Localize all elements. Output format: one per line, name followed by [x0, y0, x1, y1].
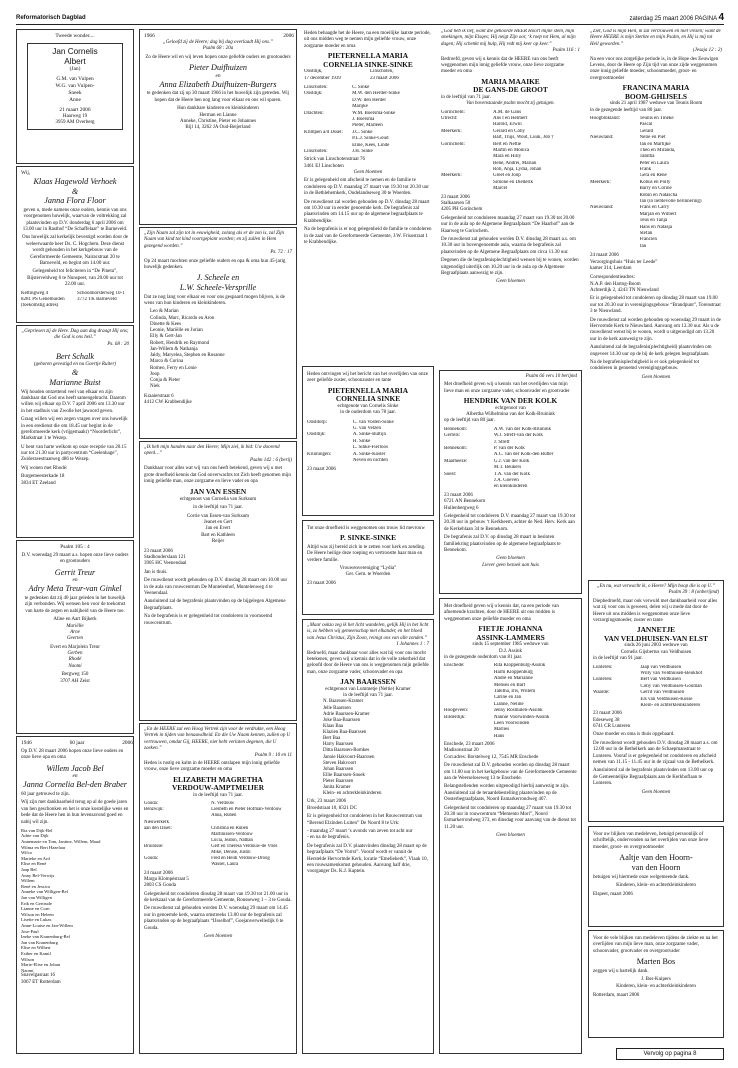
deceased-name: FIETJE JOHANNA [478, 624, 543, 634]
row-names: Martin en Monica [493, 147, 530, 153]
list-item: Anneke van Willigen-Bel [21, 889, 68, 895]
row-names: Greet en Joop [493, 173, 521, 179]
deceased-name: Marten Bos [636, 957, 676, 967]
birth-date: 21 maart 2006 [59, 106, 91, 113]
wedding-announcement-verhoek: Wij, Klaas Hagewold Verhoek & Janna Flora Floor geven u, mede namens onze ouders, kennis van ons voorgenomen huwelijk, waarvan de voltrekking zal plaatsvinden op D.V. donderdag 6 april 2006 om 13.00 uur in Rasthof “De Schaffelaar” te Barneveld. Ons huwelijk zal kerkelijk bevestigd worden door de weleerwaarde heer Ds. C. Hogchem. Deze dienst wordt gehouden in het kerkgebouw van de Gereformeerde Gemeente, Nairacstraat 20 te Barneveld, en begint om 14.00 uur. Gelegenheid tot feliciteren in “De Pinetа”, Bijsterveldweg 6 te Nunspeet, van 20.00 uur tot 22.00 uur. Kettingweg 4 Schoonhorsterweg 10-1 8281 PS Genemuiden 3772 TK Barneveld (toekomstig adres) [16, 166, 134, 323]
row-names: H. Sinke [352, 438, 371, 444]
row-names: Coby van Veldhuisen-Gouman [640, 683, 702, 689]
row-names: Fred en Heidi Verdouw-Droog [211, 856, 270, 862]
family-table [444, 427, 577, 491]
list-item: Jan van Willigen [21, 895, 52, 901]
row-names: Lianne, Neline [493, 701, 524, 707]
row-place: Oostdijk: [307, 432, 326, 438]
list-item: Elise en René [21, 861, 47, 867]
list-item: Annemarie en Tom, Jantine, Willem, Maud [21, 839, 101, 845]
thanks-bos: Voor de vele blijken van medeleven tijdens de ziekte en na het overlijden van mijn lieve man, onze zorgzame vader, schoonvader, grootvader en overgrootvader Marten Bos zeggen wij u hartelijk dank. J. Bos-Kuipers Kinderen, klein- en achterkleinkinderen Rotterdam, maart 2006 [588, 930, 724, 1038]
obituary-van-veldhuisen: „En nu, wat verwacht ik, o Heere? Mijn hoop die is op U.” Psalm 39 : 8 (onberijmd) Diepbedroefd, maar ook verwuld met dankbaarheid voor alles wat zij voor ons is geweest, delen wij u mede dat door de Heere uit ons midden is weggenomen onze lieve verzorgingsmoeder, zuster en tante JANNETJE VAN VELDHUISEN-VAN ELST sinds 26 juni 2003 weduwe van Cornelis Gijsbertus van Veldhuisen in de leeftijd van 91 jaar. Lunteren: Jaap van Veldhuisen Willy van Veldhuisen-Beukhof Lunteren: Bert van Veldhuisen Coby van Veldhuisen-Gouman Waarde: Gerrit van Veldhuisen Els van Veldhuisen-Kosse Klein- en achterkleinkinderen 23 maart 2006 Edeseweg 38 6741 CR Lunteren Onze moeder en oma is thuis opgebaard. De rouwdienst wordt gehouden D.V. dinsdag 28 maart a.s. om 12.00 uur in de Bethelkerk aan de Schaepmanstraat te Lunteren. Vooraf is er gelegenheid tot condoleren en afscheid nemen van 11.15 - 11.45 uur in de zijzaal van de Bethelkerk. Aansluitend zal de begrafenis plaatsvinden om 13.00 uur op de Gemeentelijke Begraafplaats aan de Kerkhoflaan te Lunteren. Geen bloemen [588, 580, 724, 822]
row-names: G.J. van der Kolk [493, 458, 530, 464]
page-header [16, 14, 724, 25]
row-place: Gouda: [144, 856, 159, 862]
row-names: L. Sinke-Fierloos [352, 445, 388, 451]
page-number: 4 [718, 12, 724, 23]
wife-name: Janna Cornelia Bel-den Braber [23, 780, 127, 790]
list-item: Conja & Pieter [150, 378, 180, 384]
anniversary-treur: Psalm 105 : 4 D.V. woensdag 29 maart a.s. hopen onze lieve ouders en grootouders Gerrit Treur en Adry Meta Treur-van Ginkel te gedenken dat zij 40 jaar geleden in het huwelijk zijn verbonden. Wij wensen hen voor de toekomst van harte de zegen en nabijheid van de Heere toe. Aline en Aart Bijkerk Mariëlle Arne Geerten Evert en Marjolein Treur Gerben Rhodé Naomi Bergweg 150 3707 AH Zeist [16, 540, 134, 734]
family-table [144, 801, 292, 868]
obituary-verdouw: „En de HEERE zal een Hoog Vertrek zijn voor de verdrukte, een Hoog Vertrek in tijden van benauwdheid. En die Uw Naam kennen, zullen op U vertrouwen, omdat Gij, HEERE, niet hebt verlaten degenen, die U zoeken.” Psalm 9 : 10 en 11 Heden is rustig en kalm in de HEERE ontslapen mijn innig geliefde vrouw, onze lieve zorgzame moeder en oma ELIZABETH MAGRETHA VERDOUW-AMPTMEIJER in de leeftijd van 71 jaar. Gouda: N. Verdouw Benzwijk: Liesbeth en Pieter Hofman-Verdouw Anna, Ruben Nieuwerkerk aan den IJssel: Christina en Ruben Martinissen-Verdouw Lucia, Jeaton, Nathan Bruinisse: Gert en Theresa Verdouw-de Vries Mike, Denise, Justin Gouda: Fred en Heidi Verdouw-Droog Wassel, Laura 24 maart 2006 Marga Klompéstraat 5 2803 CS Gouda Gelegenheid tot condoleren dinsdag 28 maart van 19.30 tot 21.00 uur in de kerkzaal van de Gereformeerde Gemeente, Ronsseweg 1 – 3 te Gouda. De rouwdienst zal gehouden worden D.V. woensdag 29 maart om 14.45 uur in genoemde kerk, waarna omstreeks 13.00 uur de begrafenis zal plaatsvinden op de begraafplaats “IJsselhof”, Goejanverwelledijk 6 te Gouda. Geen bloemen [139, 723, 297, 1054]
child-name: Jan Cornelis [52, 46, 98, 56]
husband-name: J. Scheele en [196, 273, 240, 283]
row-place: Maarheeze: [444, 458, 468, 464]
row-names: Gerrit van Veldhuisen [640, 690, 685, 696]
row-names: Harold, Erwin [493, 122, 522, 128]
row-names: Rob, Anja, Lydia, Johan [493, 167, 542, 173]
list-item: Janita Kramer [323, 785, 351, 791]
row-names: A.M. de Gans [493, 109, 522, 115]
list-item: Lisette en Lukas [21, 917, 52, 923]
list-item: N. Baarssen-Kramer [323, 699, 364, 705]
row-names: A. Sinke-Bultijn [352, 432, 386, 438]
list-item: Niek [150, 384, 160, 390]
anniversary-scheele: „Zijn Naam zal zijn tot in eeuwigheid, zolang als er de zon is, zal Zijn Naam van kind tot kind voortgeplant worden; en zij zullen in Hem gezegend worden.” Ps. 72 : 17 Op 24 maart mochten onze geliefde ouders en opa & oma hun 45-jarig huwelijk gedenken. J. Scheele en L.W. Scheele-Versprille Dat ze nog lang voor elkaar en voor ons gespaard mogen blijven, is de wens van hun kinderen en kleinkinderen. Leo & Marian Colinda, Marc, Ricardo en Aron Dinette & Kees Leonie, Mariëlle en Jurian Elly & Gert-Jan Robert, Hendrik en Raymond Jan-Willem & Natkanja Jaldy, Maryelea, Stephen en Rosanne Marco & Corina Romeo, Ferry en Lonie Joop Conja & Pieter Niek Kraaierstraat 6 4412 CW Krabbendijke [139, 227, 297, 439]
obituary-de-gans: „God heb ik lief, want die gehoorde HEER Hoort mijne stem, mijn smekingen, mijn Elsqes; Hij neigt Zijn oor, ‘k roep tot Hem, al mijn dagen; Hij schenkt mij hulp, Hij redt mij keer op keer.” Psalm 116 : 1 Bedroefd, geven wij u kennis dat de HEERE van ons heeft weggenomen mijn innig geliefde vrouw, onze lieve zorgzame moeder en oma MARIA MAAIKE DE GANS-DE GROOT in de leeftijd van 71 jaar. Van bovenstaande psalm mocht zij getuigen. Gorinchem: A.M. de Gans Utrecht: Ans t en Helmert Harold, Erwin Meerkerk: Gerard en Coby Bart, Thijs, Wout, Luuk, Job † Gorinchem: Bert en Nettie Martin en Monica Mara en Hilly René, Andrei, Marian Rob, Anja, Lydia, Johan Meerkerk: Greet en Joop Simone en Diederik Marcel 23 maart 2006 Stalkaarsen 50 4205 PH Gorinchem Gelegenheid tot condoleren maandag 27 maart van 19.30 tot 20.00 uur in de aula op de Algemene Begraafplaats “De Haarhof” aan de Haarweg te Gorinchem. De rouwdienst zal gehouden worden D.V. dinsdag 28 maart a.s. om 10.30 uur in bovengenoemde aula, waarna de begrafenis zal plaatsvinden op de Algemene Begraafplaats om circa 11.30 uur. Degenen die de begrafenisplechtigheid wensen bij te wonen, worden uitgenodigd uiterlijk om 10.20 uur in de aula op de Algemene Begraafplaats aanwezig te zijn. Geen bloemen [441, 29, 580, 285]
row-place [593, 703, 638, 709]
row-names: Jan en Martijke [639, 141, 671, 147]
row-names: Bert en Nettie [493, 141, 522, 147]
obituary-van-essen: „Ik heb mijn handen naar den Heere; Mijn ziel, ik bid: Uw doorend openl…” Psalm 142 : 6 (berij) Dankbaar voor alles wat wij van ons heeft betekend, geven wij u met grote droefheid kennis dat God onverwachts tot Zich heeft genomen mijn innig geliefde man, onze zorgzame en lieve vader en opa JAN VAN ESSEN echtgenoot van Cornelia van Surksum in de leeftijd van 71 jaar. Corrie van Essen-van Surksum Jeanet en Gert Jan en Evert Bart en Kathleen Reijer 23 maart 2006 Stadhouderslaan 121 3905 HC Veenendaal Jan is thuis. De rouwdienst wordt gehouden op D.V. dinsdag 28 maart om 10.00 uur in de aula van rouwcentrum De Muntelenhof, Muntelenweg 4 te Veenendaal. Aansluitend zal de begrafenis plaatsvinden op de bijgelegen Algemene Begraafplaats. Na de begrafenis is er gelegenheid tot condoleren in voornoemd rouwcentrum. [139, 441, 297, 721]
row-names: Wassel, Laura [211, 862, 239, 868]
row-names: Tabitha, Iris, Willem [493, 688, 536, 694]
row-names: P. van der Kolk [493, 446, 525, 452]
obituary-boom: „Ziet, God is mijn Heil, ik zal vertrouwen en niet vrezen; want de Heere HEERE is mijn Sterkte en mijn Psalm, en Hij is mij tot Heil geworden.” (Jesaja 12 : 2) Na een voor ons zorgelijke periode is, in de Hope des Eeuwigen Levens, door de Heere op Zijn tijd van onze zijde weggenomen onze innig geliefde moeder, schoonmoeder, groot- en overgrootmoeder FRANCINA MARIA BOOM-GHIJSELS sinds 21 april 1987 weduwe van Teunis Boom in de gezegende leeftijd van 80 jaar. Hoogblokland: Teunis en Tineke Pascal Gerald Nieuwland: Nelie en Piet Jan en Martijke Theo en Miranda, Tabitha Peter en Laura Frank Gera en René Meerkerk: Kobus en Polly Barry en Corine Robin en Natascha Jan (in liefdevolle herinnering) Nieuwland: Frans en Carry Marjan en Wilbert Teus en Tanja Hans en Natasja Stefan Francien Jan 24 maart 2006 Verzorgingshuis “Huis ter Leede” kamer 314, Leerdam Correspondentieadres: N.A.P. den Hartog-Boom Achterdijk 2, 4243 TN Nieuwland Er is gelegenheid tot condoleren op dinsdag 28 maart van 19.00 uur tot 20.30 uur in verenigingsgebouw “Brandpunt”, Torenstraat 3 te Nieuwland. De rouwdienst zal worden gehouden op woensdag 29 maart in de Hervormde Kerk te Nieuwland. Aanvang om 13.30 uur. Als u de rouwdienst wenst bij te wonen, wordt u uitgenodigd om 13.20 uur in de kerk aanwezig te zijn. Aansluitend zal de begrafenis(plechtigheid) plaatsvinden om ongeveer 14.30 uur op de bij de kerk gelegen begraafplaats. Na de begrafenisplechtigheid is er ook gelegenheid tot condoleren in genoemd verenigingsgebouw. Geen bloemen [590, 29, 722, 380]
list-item: Klein- en achterkleinkinderen [323, 791, 382, 797]
row-names: Simone en Diederik [493, 179, 534, 185]
row-names: Carine en Jan [493, 695, 522, 701]
row-place: Meerkerk: [590, 179, 611, 185]
row-place: Nieuwland: [590, 205, 614, 211]
husband-name: Willem Jacob Bel [46, 763, 104, 773]
list-item: Adrie van Dijk [21, 833, 49, 839]
list-item: Klaas Baa [323, 723, 343, 729]
family-table [307, 420, 429, 465]
family-list [21, 828, 129, 973]
column-4 [439, 29, 582, 1054]
wife-name: Anna Elizabeth Duifhuizen-Burgers [159, 79, 277, 89]
list-item: Anne-Louise en Jan-Willem [21, 922, 73, 928]
row-place: Lunteren: [593, 664, 613, 670]
row-names: Gerard en Coby [493, 128, 525, 134]
row-names: Frank [639, 167, 652, 173]
row-names: N. Verdouw [211, 801, 235, 807]
row-names: Marcel [493, 186, 508, 192]
row-names: Pascal [639, 122, 653, 128]
thanks-van-den-hoorn: Voor uw blijken van medeleven, betuigd persoonlijk of schriftelijk, ondervonden na het overlijden van onze lieve moeder, groot- en overgrootmoeder Aaltje van den Hoorn- van den Hoorn betuigen wij hiermede onze welgemeende dank. Kinderen, klein- en achterkleinkinderen Elspeet, maart 2006 [588, 826, 724, 927]
row-place: Krimpen a/d IJssel: [304, 129, 343, 135]
list-item: Lianne en Corn [21, 906, 50, 912]
birth-announcement [16, 29, 134, 164]
row-place [444, 734, 492, 740]
address: Haarweg 19 3959 AM Overberg [55, 113, 95, 126]
row-place: Hoogblokland: [590, 115, 620, 121]
page-date: zaterdag 25 maart 2006 PAGINA 4 [629, 12, 724, 23]
row-place: Oostdijk: [304, 91, 323, 97]
list-item: Elise en Wilbert [21, 945, 51, 951]
list-item: Elly & Gert-Jan [150, 334, 182, 340]
family-table [444, 663, 577, 740]
row-names: Pieter, Marleen [352, 123, 383, 129]
row-names: en kleinkinderen [493, 484, 528, 490]
row-names: J.H. Sinke [352, 148, 373, 154]
row-names: C. Sinke [352, 84, 370, 90]
row-names: Christina en Ruben [211, 825, 249, 831]
row-place: Utrecht: [441, 115, 458, 121]
list-item: Romeo, Ferry en Lonie [150, 365, 197, 371]
row-names: P.L.J. Sinke-Goud [352, 136, 389, 142]
list-item: Jan-Willem & Natkanja [150, 346, 198, 352]
row-names: Mensés en Bart [493, 682, 525, 688]
list-item: Harry Baarssen [323, 742, 354, 748]
row-names: Gert en Theresa Verdouw-de Vries [211, 844, 278, 850]
deceased-name: ELIZABETH MAGRETHA [173, 774, 263, 784]
husband-name: Pieter Duifhuizen [189, 63, 247, 73]
wife-name: Adry Meta Treur-van Ginkel [28, 584, 122, 594]
obituary-van-der-kolk: Psalm 66 vers 10 berijmd Met droefheid geven wij u kennis van het overlijden van mijn lieve man en onze zorgzame vader, schoonvader en grootvader HENDRIK VAN DER KOLK echtgenoot van Albertha Wilhelmina van der Kolk-Bruinink op de leeftijd van 80 jaar. Bennekom: A.W. van der Kolk-Bruinink Gerrels: W.J. Streff-van der Kolk J. Streff Bennekom: P. van der Kolk A.C. van der Kolk-den Butter Maarheeze: G.J. van der Kolk M.T. Beukers Soest: T.A. van der Kolk J.A. Goeven en kleinkinderen 23 maart 2006 6721 AN Bennekom Hullenbergweg 6 Gelegenheid tot condoleren D.V. maandag 27 maart van 19.30 tot 20.30 uur in gebouw ‘t Kerkheem, achter de Ned. Herv. Kerk aan de Kerkehlaan 34 te Bennekom. De begrafenis zal D.V. op dinsdag 28 maart in besloten familiekring plaatsvinden op de algemene begraafplaats te Bennekom. Geen bloemen Liever geen bezoek aan huis [439, 370, 582, 594]
list-item: Robert, Hendrik en Raymond [150, 340, 210, 346]
family-table [441, 110, 580, 193]
row-names: Els van Veldhuisen-Kosse [640, 696, 693, 702]
row-names: Bart, Thijs, Wout, Luuk, Job † [493, 135, 554, 141]
row-names: M.W. den Herder-Sinke [352, 91, 400, 97]
wife-name: L.W. Scheele-Versprille [179, 283, 257, 293]
row-names: D.W. den Herder [352, 97, 387, 103]
row-names: Gera en René [639, 173, 667, 179]
row-place [441, 186, 491, 192]
list-item: Jelle Baarssen [323, 705, 351, 711]
family-table [590, 116, 722, 250]
row-names: Hans [493, 733, 505, 739]
parents: G.M. van Vulpen W.G. van Vulpen- Sneek Anne [55, 76, 95, 103]
newspaper-name: Reformatorisch Dagblad [16, 15, 86, 21]
list-item: Leo & Marian [150, 309, 179, 315]
row-names: Martinissen-Verdouw [211, 831, 253, 837]
groom-name: Bert Schalk [56, 352, 94, 362]
row-place: Drachten: [304, 110, 324, 116]
row-names: Stefan [639, 230, 653, 236]
row-names: Theo en Miranda, [639, 147, 676, 153]
announcement-heading: Tweede wonder.... [55, 33, 95, 39]
row-names: Tabitha [639, 154, 655, 160]
list-item: Wilson en Heleen [21, 911, 54, 917]
row-place [590, 244, 638, 250]
row-place: Gorinchem: [441, 141, 465, 147]
list-item: Erik en Gertrude [21, 900, 52, 906]
row-names: Klein- en achterkleinkinderen [640, 702, 701, 708]
row-place: Bennekom: [444, 446, 468, 452]
list-item: Colinda, Marc, Ricardo en Aron [150, 315, 215, 321]
row-place: Waarde: [593, 690, 610, 696]
list-item: Johan Baarssen [323, 766, 354, 772]
deceased-name: HENDRIK VAN DER KOLK [463, 396, 558, 406]
row-names: M.T. Beukers [493, 465, 522, 471]
list-item: Dinette & Kees [150, 321, 182, 327]
row-place: Bennekom: [444, 426, 468, 432]
list-item: Marieke en Ard [21, 855, 50, 861]
groom-name: Klaas Hagewold Verhoek [33, 176, 117, 186]
row-names: W.M. Boersma-Sinke [352, 110, 396, 116]
deceased-name: JANNETJE [636, 625, 676, 635]
list-item: Klazien Baa-Baarssen [323, 730, 367, 736]
column-2 [139, 29, 297, 1054]
family-table [593, 665, 719, 710]
row-place: Gouda: [144, 801, 159, 807]
row-names: Marlies [493, 727, 510, 733]
row-place: Enschede: [444, 663, 465, 669]
column-5 [588, 29, 724, 1054]
row-names: Marjan en Wilbert [639, 211, 677, 217]
row-names: Jenny Rosmulen-Assink [493, 708, 543, 714]
list-item: Jaldy, Maryelea, Stephen en Rosanne [150, 353, 225, 359]
row-names: Teus en Tanja [639, 218, 668, 224]
row-names: Rita Kloppenburg-Assink [493, 663, 546, 669]
row-names: A.W. van der Kolk-Bruinink [493, 426, 552, 432]
row-names: Anna, Ruben [211, 813, 237, 819]
row-names: Nelie en Piet [639, 135, 666, 141]
column-1 [16, 29, 134, 1054]
row-names: Francien [639, 237, 658, 243]
list-item: René en Jessica [21, 883, 50, 889]
list-item: Marco & Corina [150, 359, 184, 365]
family-list: Corrie van Essen-van Surksum Jeanet en Gert Jan en Evert Bart en Kathleen Reijer [186, 513, 250, 545]
row-names: Teunis en Tineke [639, 115, 674, 121]
row-place: Bilderdijk: [444, 714, 466, 720]
list-item: Esther en Kamil [21, 950, 51, 956]
row-names: G. van Velzen [352, 425, 381, 431]
row-names: Jaap van Veldhuisen [640, 664, 682, 670]
row-names: Jan (in liefdevolle herinnering) [639, 199, 702, 205]
row-names: J.A. Goeven [493, 477, 519, 483]
row-names: Marijke [352, 104, 368, 110]
list-item: Marie-Elise en Johan [21, 962, 61, 968]
wedding-announcement-schalk: „Gepriesen zij de Here. Dag aan dag draagt Hij ons; die God is ons heil.” Ps. 68 : 20 Bert Schalk (geboren gevestigd en nu Goertje Ruiter) & Marianne Buist Wij houden ontzettend veel van elkaar en zijn dankbaar dat God ons heeft samengebracht. Daarom willen wij elkaar op D.V. 7 april 2006 om 13.30 uur in het stadhuis van Zwolle het jawoord geven. Graag willen wij een zegen vragen over ons huwelijk in een eredienst die om 18.45 uur begint in de gereformeerde kerk (vrijgemaakt) “Noorderlicht”, Markstraat 1 te Wezep. U bent van harte welkom op onze receptie van 20.15 uur tot 21.30 uur in partycentrum “Ceelenhage”, Zuiderzeestraatweg 486 te Wezep. Wij wonen met Rhodé: Burgemeesterkade 18 3834 ET Zeeland [16, 325, 134, 538]
row-names: J. Boersma [352, 116, 375, 122]
row-names: C. van Vosten-Sinke [352, 419, 394, 425]
list-item: Bert Baa [323, 736, 341, 742]
row-place: Meerkerk: [441, 128, 462, 134]
row-names: Peter en Laura [639, 160, 669, 166]
child-nickname: (Jan) [69, 66, 81, 73]
row-place [144, 862, 209, 868]
column-3 [302, 29, 434, 1054]
list-item: Jaap Bel [21, 867, 37, 873]
church-notice-sinke: Tot onze droefheid is weggenomen ons trouw lid mevrouw P. SINKE-SINKE Altijd was zij bereid zich in te zetten voor kerk en zending. De Heere heilige deze roeping en vertroostte haar man en verdere familie. Vrouwenvereniging “Lydia” Ger. Gem. te Woerden 23 maart 2006 [302, 520, 434, 615]
row-place: Oostdorp: [307, 419, 327, 425]
row-names: Bert van Veldhuisen [640, 677, 681, 683]
row-names: Nannie Voorwinden-Assink [493, 714, 550, 720]
row-names: Neven en nichten [352, 457, 388, 463]
list-item: Jan van Kranenburg [21, 939, 58, 945]
list-item: Jose-Paul [21, 928, 39, 934]
list-item: Ellie Baarssen-Snoek [323, 772, 365, 778]
list-item: Wilco [21, 850, 33, 856]
row-names: Ans t en Helmert [493, 115, 528, 121]
row-names: T.A. van der Kolk [493, 471, 531, 477]
list-item: Jannie Hakvoort-Baarssen [323, 754, 375, 760]
row-place: Hoogeveen: [444, 708, 469, 714]
list-item: Joke Baa-Baarssen [323, 717, 361, 723]
row-place: Meerkerk: [441, 173, 462, 179]
obituary-baarssen: „Maar ookzo zeg ik het licht wandelen, gelijk Hij in het licht is, zo hebben wij gemeenschap met elkander, en het bloed van Jezus Christus, Zijn Zoon, reinigt ons van alle zonden.” I Johannes 1 : 7 Bedroefd, maar dankbaar voor alles wat hij voor ons mocht betekenen, geven wij u kennis dat in de volle zekerheid dat geloofd door de Heere van ons is weggenomen mijn geliefde man, onze zorgzame vader, schoonvader en opa JAN BAARSSEN echtgenoot van Lummetje (Neltie) Kramer in de leeftijd van 71 jaar. N. Baarssen-Kramer Jelle Baarssen Adrie Baarssen-Kramer Joke Baa-Baarssen Klaas Baa Klazien Baa-Baarssen Bert Baa Harry Baarssen Ditta Baarssen-Romkes Jannie Hakvoort-Baarssen Steven Hakvoort Johan Baarssen Ellie Baarssen-Snoek Pieter Baarssen Janita Kramer Klein- en achterkleinkinderen Urk, 23 maart 2006 Broedstraat 10, 8321 DC Er is gelegenheid tot condoleren in het Rouwcentrum van “Berend Elzinden Luiten” De Noord 8 te Urk: - maandag 27 maart ‘s avonds van zeven tot acht uur - en na de begrafenis. De begrafenis zal D.V. plaatsvinden dinsdag 28 maart op de begraafplaats “De Vorrst”. Vooraf wordt er vanuit de Herstelde Hervormde Kerk, locatie “Emeliekerk”, Vlaak 10, een rouwsamenkomst gehouden. Aanvang half drie, voorganger Ds. K.J. Kaptein. [302, 619, 434, 1054]
row-names: André en Marianne [493, 676, 533, 682]
row-names: René, Andrei, Marian [493, 160, 537, 166]
row-place [444, 484, 492, 490]
row-names: W.J. Streff-van der Kolk [493, 433, 543, 439]
row-place: Gorinchem: [441, 109, 465, 115]
row-place: Benzwijk: [144, 807, 164, 813]
deceased-name: Aaltje van den Hoorn- [619, 853, 693, 863]
family-list: Aline en Aart Bijkerk Mariëlle Arne Geerten Evert en Marjolein Treur Gerben Rhodé Naomi [50, 617, 100, 669]
obituary-sinke: Heden ontvingen wij het bericht van het overlijden van onze zeer geliefde zuster, schoonzuster en tante PIETERNELLA MARIA CORNELIA SINKE echtgenote van Cornelis Sinke in de ouderdom van 78 jaar. Oostdorp: C. van Vosten-Sinke G. van Velzen Oostdijk: A. Sinke-Bultijn H. Sinke L. Sinke-Fierloos Kruiningen: A. Sinke-Koster Neven en nichten 23 maart 2006 [302, 366, 434, 516]
row-names: Willy van Veldhuisen-Beukhof [640, 670, 703, 676]
row-names: J. Streff [493, 439, 510, 445]
row-names: Barry en Corine [639, 186, 672, 192]
row-place: Linschoten: [304, 84, 328, 90]
row-place: Kruiningen: [307, 451, 332, 457]
family-list [144, 309, 292, 390]
row-names: Mike, Denise, Justin [211, 850, 251, 856]
deceased-name: FRANCINA MARIA [622, 83, 690, 93]
row-place [307, 458, 351, 464]
row-place: aan den IJssel: [144, 825, 172, 831]
deceased-name: JAN BAARSSEN [340, 677, 396, 687]
row-place: Linschoten: [304, 148, 328, 154]
row-names: Liesbeth en Pieter Hofman-Verdouw [211, 807, 282, 813]
list-item: Joop [150, 371, 160, 377]
row-names: Robin en Natascha [639, 192, 678, 198]
list-item: Leonie, Mariëlle en Jurian [150, 328, 203, 334]
row-names: Mara en Hilly [493, 154, 522, 160]
row-place: Bruinisse: [144, 844, 164, 850]
obituary-assink: Met droefheid geven wij u kennis dat, na een periode van afnemende krachten, door de HEERE uit ons midden is weggenomen onze geliefde moeder en oma FIETJE JOHANNA ASSINK-LAMMERS sinds 15 september 1985 weduwe van D.J. Assink in de gezegende ouderdom van 81 jaar. Enschede: Rita Kloppenburg-Assink Harm Kloppenburg André en Marianne Mensés en Bart Tabitha, Iris, Willem Carine en Jan Lianne, Neline Hoogeveen: Jenny Rosmulen-Assink Bilderdijk: Nannie Voorwinden-Assink Leen Voorwinden Marlies Hans Enschede, 23 maart 2006 Madisonstraat 20 Corr.adres: Borstelweg 12, 7545 MR Enschede De rouwdienst zal D.V. gehouden worden op dinsdag 28 maart om 11.00 uur in het kerkgebouw van de Gereformeerde Gemeente aan de Weerseloseweg 13 te Enschede. Belangstellenden worden uitgenodigd hierbij aanwezig te zijn. Aansluitend zal de teraardebestelling plaatsvinden op de Oosterbegraafplaats, Noord Esmarkerrondweg 467. Gelegenheid tot condoleren op maandag 27 maart van 19.30 tot 20.30 uur in rouwcentrum “Memento Mori”, Noord Esmarkerrondweg 373, en dinsdag voor aanvang van de dienst tot 11.20 uur. Geen bloemen [439, 598, 582, 1054]
bride-name: Janna Flora Floor [44, 196, 106, 206]
list-item: Wilson [21, 956, 35, 962]
continued-on-page-link[interactable]: Vervolg op pagina 8 [616, 1048, 724, 1060]
family-table [304, 85, 432, 155]
list-item: Willem [21, 878, 35, 884]
row-names: Hans en Natasja [639, 224, 673, 230]
list-item: Naomi [21, 967, 34, 973]
husband-name: Gerrit Treur [54, 567, 96, 577]
row-names: A. Sinke-Koster [352, 451, 386, 457]
deceased-name: PIETERNELLA MARIA [327, 385, 409, 395]
row-names: Kobus en Polly [639, 179, 671, 185]
row-names: Jan [639, 243, 647, 249]
deceased-name: MARIA MAAIKE [481, 76, 540, 86]
deceased-name: JAN VAN ESSEN [189, 487, 247, 497]
list-item: Ria van Dijk-Bel [21, 827, 53, 833]
list-item: Ditta Baarssen-Romkes [323, 748, 370, 754]
row-place: Gerrels: [444, 433, 461, 439]
row-names: A.C. van der Kolk-den Butter [493, 452, 554, 458]
row-names: Lucia, Jeaton, Nathan [211, 837, 253, 843]
row-place: Soest: [444, 471, 457, 477]
child-name-2: Albert [64, 56, 86, 66]
row-names: Eline, Kees, Linde [352, 142, 390, 148]
anniversary-duifhuizen: 1966 2006 „Geloofd zij de Heere; dag bij dag overlaadt Hij ons.” Psalm 68 : 20a Zo de Heere wil en wij leven hopen onze geliefde ouders en grootouders Pieter Duifhuizen en Anna Elizabeth Duifhuizen-Burgers te gedenken dat zij op 30 maart 1966 in het huwelijk zijn getreden. Wij hopen dat de Heere hen nog lang voor elkaar en ons wil sparen. Hun dankbare kinderen en kleinkinderen Herman en Lianne Anneke, Christine, Pieter en Johannes Bijl 14, 3262 JA Oud-Beijerland [139, 29, 297, 225]
row-place: Nieuwland: [590, 135, 614, 141]
obituary-sinke-sinke: Heden behaagde het de Heere, na een moeilijke laatste periode, uit ons midden weg te nemen mijn geliefde vrouw, onze zorgzame moeder en oma PIETERNELLA MARIA CORNELIA SINKE-SINKE Oostdijk, Linschoten, 17 december 1939 23 maart 2006 Linschoten: C. Sinke Oostdijk: M.W. den Herder-Sinke D.W. den Herder Marijke Drachten: W.M. Boersma-Sinke J. Boersma Pieter, Marleen Krimpen a/d IJssel: J.C. Sinke P.L.J. Sinke-Goud Eline, Kees, Linde Linschoten: J.H. Sinke Strick van Linschotenstraat 76 3461 EJ Linschoten Geen bloemen Er is gelegenheid om afscheid te nemen en de familie te condoleren op D.V. maandag 27 maart van 19.30 tot 20.30 uur in de Bethlehemkerk, Oudelandseweg 30 te Woerden. De rouwdienst zal worden gehouden op D.V. dinsdag 28 maart om 10.30 uur in eerder genoemde kerk. De begrafenis zal plaatsvinden om 14.15 uur op de algemene begraafplaats te Krabbendijke. Na de begrafenis is er nog gelegenheid de familie te condoleren in de zaal van de Gereformeerde Gemeente, J.W. Frisostraat 1 te Krabbendijke. [302, 29, 434, 362]
row-names: J.C. Sinke [352, 129, 373, 135]
list-item: Adrie Baarssen-Kramer [323, 711, 370, 717]
anniversary-bel: 1946 60 jaar 2006 Op D.V. 28 maart 2006 hopen onze lieve ouders en onze lieve opa en oma Willem Jacob Bel en Janna Cornelia Bel-den Braber 60 jaar getrouwd te zijn. Wij zijn met dankbaarheid terug op al de goede jaren van hen geschonken en het is onze kostelijke wens en bede dat de Heere hen in hun levensavond goed en nabij wil zijn. Ria van Dijk-Bel Adrie van Dijk Annemarie en Tom, Jantine, Willem, Maud Wilma en Bert Hazelaar Wilco Marieke en Ard Elise en René Jaap Bel Anny Bel-Verwijs Willem René en Jessica Anneke van Willigen-Bel Jan van Willigen Erik en Gertrude Lianne en Corn Wilson en Heleen Lisette en Lukas Anne-Louise en Jan-Willem Jose-Paul Ineke van Kranenburg-Bel Jan van Kranenburg Elise en Wilbert Esther en Kamil Wilson Marie-Elise en Johan Naomi Snavelgasraat 16 3067 ET Rotterdam [16, 736, 134, 1054]
deceased-name: P. SINKE-SINKE [340, 533, 396, 543]
row-place: Lunteren: [593, 677, 613, 683]
family-list [307, 699, 429, 797]
list-item: Wilma en Bert Hazelaar [21, 844, 66, 850]
row-place: Nieuwerkerk [144, 819, 170, 825]
row-names: Harm Kloppenburg [493, 669, 533, 675]
list-item: Pieter Baarssen [323, 779, 354, 785]
bride-name: Marianne Buist [49, 377, 101, 387]
list-item: Steven Hakvoort [323, 760, 357, 766]
list-item: Ineke van Kranenburg-Bel [21, 934, 70, 940]
row-names: Leen Voorwinden [493, 720, 530, 726]
row-names: Gerald [639, 128, 654, 134]
list-item: Anny Bel-Verwijs [21, 872, 55, 878]
deceased-name: PIETERNELLA MARIA [327, 51, 409, 61]
row-names: Frans en Carry [639, 205, 670, 211]
